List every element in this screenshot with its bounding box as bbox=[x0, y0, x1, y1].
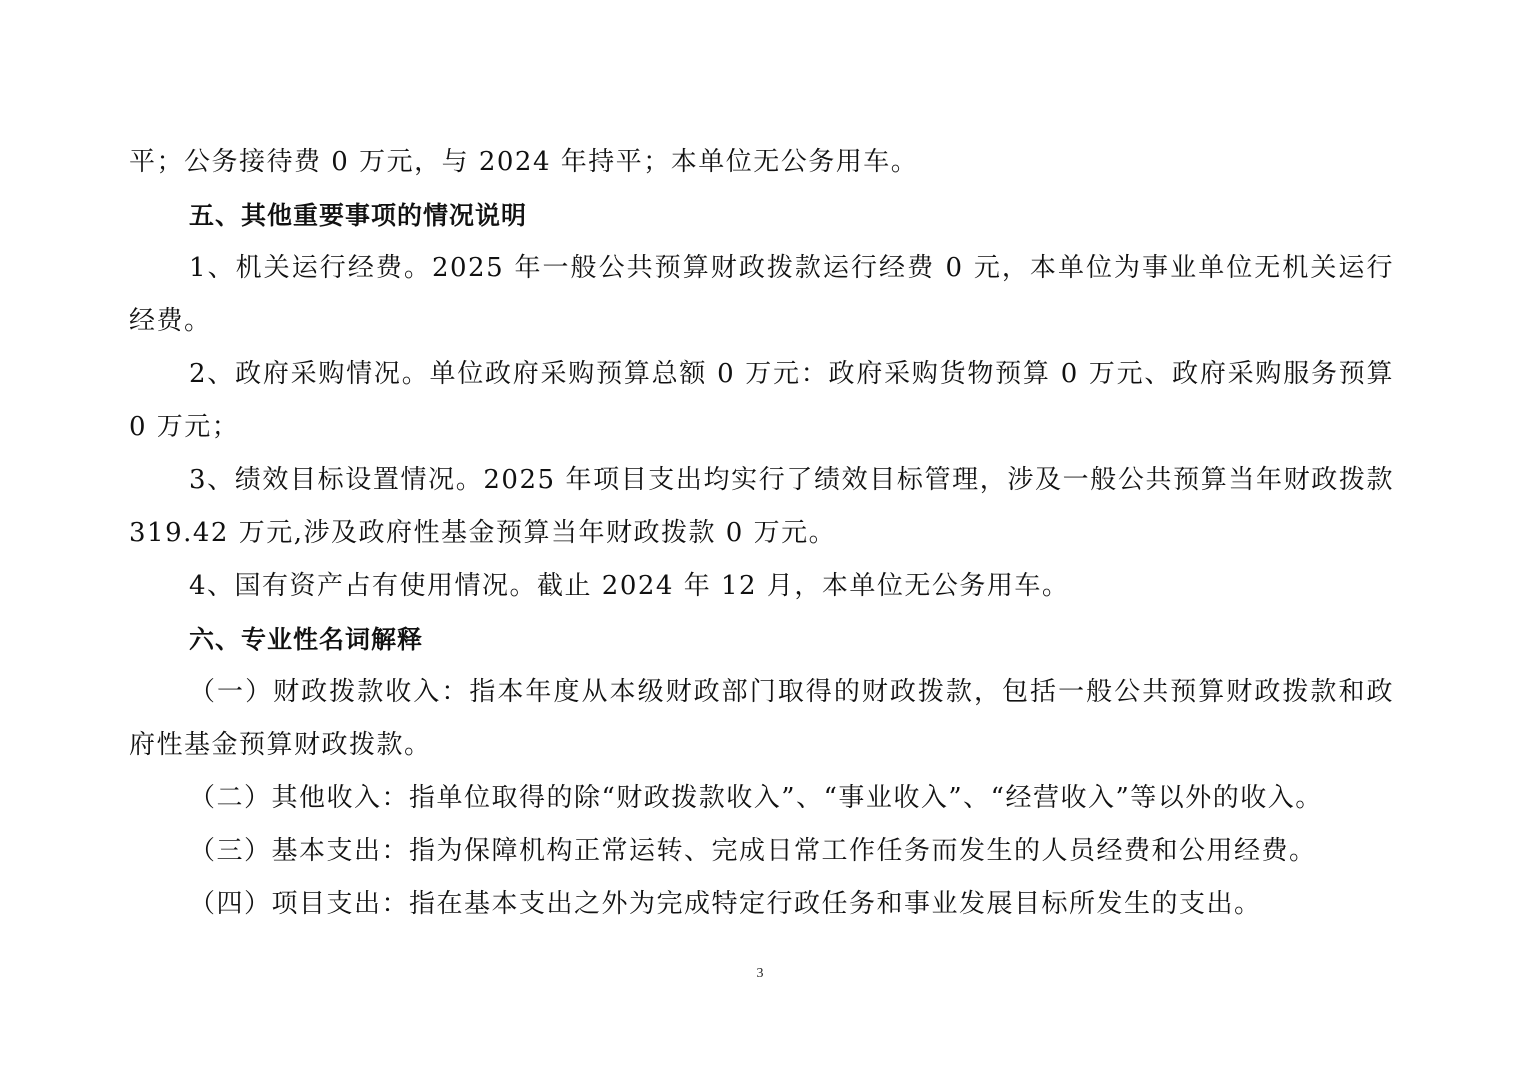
paragraph-government-procurement: 2、政府采购情况。单位政府采购预算总额 0 万元：政府采购货物预算 0 万元、政府采购服务预算 0 万元； bbox=[129, 359, 1394, 442]
section-heading-terminology: 六、专业性名词解释 bbox=[189, 625, 424, 654]
paragraph-term-basic-expenditure: （三）基本支出：指为保障机构正常运转、完成日常工作任务而发生的人员经费和公用经费。 bbox=[189, 836, 1317, 866]
paragraph-operating-expenses: 1、机关运行经费。2025 年一般公共预算财政拨款运行经费 0 元，本单位为事业单位无机关运行经费。 bbox=[129, 253, 1394, 336]
section-heading-other-matters: 五、其他重要事项的情况说明 bbox=[189, 201, 528, 230]
document-body bbox=[129, 136, 1394, 931]
paragraph-state-assets: 4、国有资产占有使用情况。截止 2024 年 12 月，本单位无公务用车。 bbox=[189, 571, 1070, 601]
paragraph-term-project-expenditure: （四）项目支出：指在基本支出之外为完成特定行政任务和事业发展目标所发生的支出。 bbox=[189, 889, 1262, 919]
page-number: 3 bbox=[756, 966, 764, 981]
paragraph-continuation: 平；公务接待费 0 万元，与 2024 年持平；本单位无公务用车。 bbox=[129, 147, 919, 177]
paragraph-performance-targets: 3、绩效目标设置情况。2025 年项目支出均实行了绩效目标管理，涉及一般公共预算当年财政拨款 319.42 万元,涉及政府性基金预算当年财政拨款 0 万元。 bbox=[129, 465, 1394, 548]
paragraph-term-other-income: （二）其他收入：指单位取得的除“财政拨款收入”、“事业收入”、“经营收入”等以外的收入。 bbox=[189, 783, 1323, 813]
paragraph-term-fiscal-appropriation: （一）财政拨款收入：指本年度从本级财政部门取得的财政拨款，包括一般公共预算财政拨款和政府性基金预算财政拨款。 bbox=[129, 677, 1394, 760]
